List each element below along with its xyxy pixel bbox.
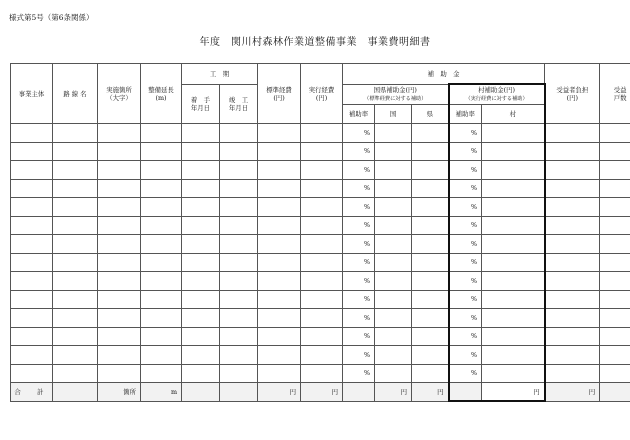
cell-village[interactable] bbox=[482, 272, 545, 291]
cell-start[interactable] bbox=[182, 235, 220, 254]
cell-route-name[interactable] bbox=[53, 309, 98, 328]
cell-national[interactable] bbox=[375, 327, 412, 346]
cell-actual-cost[interactable] bbox=[301, 179, 343, 198]
cell-start[interactable] bbox=[182, 179, 220, 198]
cell-rate-village[interactable]: % bbox=[449, 142, 482, 161]
cell-actual-cost[interactable] bbox=[301, 272, 343, 291]
table-row bbox=[11, 290, 630, 309]
cell-standard-cost[interactable] bbox=[258, 161, 301, 180]
header-route-name: 路 線 名 bbox=[53, 64, 98, 124]
cell-extension[interactable] bbox=[141, 124, 182, 143]
cell-national[interactable] bbox=[375, 179, 412, 198]
cell-rate-village[interactable]: % bbox=[449, 290, 482, 309]
completion-ymd-label: 年月日 bbox=[228, 103, 249, 112]
cell-beneficiary-households[interactable] bbox=[600, 142, 630, 161]
cell-completion[interactable] bbox=[220, 216, 258, 235]
cell-completion[interactable] bbox=[220, 161, 258, 180]
totals-rate-national-pref bbox=[343, 383, 375, 402]
cell-village[interactable] bbox=[482, 142, 545, 161]
expense-detail-table bbox=[10, 63, 630, 402]
header-beneficiary-households bbox=[600, 64, 630, 124]
cell-national[interactable] bbox=[375, 290, 412, 309]
cell-route-name[interactable] bbox=[53, 235, 98, 254]
cell-prefecture[interactable] bbox=[412, 346, 449, 365]
cell-actual-cost[interactable] bbox=[301, 198, 343, 217]
cell-business-entity[interactable] bbox=[11, 309, 53, 328]
cell-national[interactable] bbox=[375, 124, 412, 143]
cell-start[interactable] bbox=[182, 272, 220, 291]
cell-beneficiary-burden[interactable] bbox=[545, 235, 600, 254]
cell-rate-national-pref[interactable]: % bbox=[343, 179, 375, 198]
cell-actual-cost[interactable] bbox=[301, 253, 343, 272]
totals-actual-cost[interactable]: 円 bbox=[301, 383, 343, 402]
cell-beneficiary-burden[interactable] bbox=[545, 124, 600, 143]
cell-national[interactable] bbox=[375, 161, 412, 180]
village-note: （実行経費に対する補助） bbox=[465, 96, 528, 103]
cell-extension[interactable] bbox=[141, 290, 182, 309]
totals-route-name bbox=[53, 383, 98, 402]
cell-start[interactable] bbox=[182, 198, 220, 217]
cell-business-entity[interactable] bbox=[11, 290, 53, 309]
completion-label: 竣 工 bbox=[228, 95, 249, 104]
cell-beneficiary-burden[interactable] bbox=[545, 364, 600, 383]
cell-prefecture[interactable] bbox=[412, 161, 449, 180]
cell-rate-village[interactable]: % bbox=[449, 198, 482, 217]
cell-start[interactable] bbox=[182, 290, 220, 309]
cell-rate-village[interactable]: % bbox=[449, 161, 482, 180]
table-row bbox=[11, 216, 630, 235]
cell-route-name[interactable] bbox=[53, 253, 98, 272]
totals-completion bbox=[220, 383, 258, 402]
cell-beneficiary-burden[interactable] bbox=[545, 216, 600, 235]
cell-rate-village[interactable]: % bbox=[449, 235, 482, 254]
cell-route-name[interactable] bbox=[53, 161, 98, 180]
households-label: 戸数 bbox=[613, 93, 627, 102]
cell-beneficiary-households[interactable] bbox=[600, 272, 630, 291]
cell-actual-cost[interactable] bbox=[301, 290, 343, 309]
cell-beneficiary-households[interactable] bbox=[600, 235, 630, 254]
cell-completion[interactable] bbox=[220, 346, 258, 365]
cell-prefecture[interactable] bbox=[412, 198, 449, 217]
header-village-subsidy bbox=[449, 84, 545, 105]
cell-national[interactable] bbox=[375, 346, 412, 365]
totals-places[interactable]: 箇所 bbox=[98, 383, 141, 402]
cell-standard-cost[interactable] bbox=[258, 124, 301, 143]
table-row bbox=[11, 179, 630, 198]
cell-prefecture[interactable] bbox=[412, 235, 449, 254]
cell-village[interactable] bbox=[482, 290, 545, 309]
cell-completion[interactable] bbox=[220, 272, 258, 291]
totals-label: 合 計 bbox=[11, 383, 53, 402]
header-construction-period: 工 期 bbox=[182, 64, 258, 85]
cell-completion[interactable] bbox=[220, 124, 258, 143]
cell-business-entity[interactable] bbox=[11, 327, 53, 346]
cell-prefecture[interactable] bbox=[412, 253, 449, 272]
cell-completion[interactable] bbox=[220, 142, 258, 161]
form-number-label: 様式第5号（第6条関係） bbox=[9, 13, 94, 22]
cell-rate-village[interactable]: % bbox=[449, 309, 482, 328]
cell-prefecture[interactable] bbox=[412, 364, 449, 383]
cell-rate-village[interactable]: % bbox=[449, 253, 482, 272]
table-row bbox=[11, 309, 630, 328]
cell-beneficiary-households[interactable] bbox=[600, 216, 630, 235]
header-subsidy: 補 助 金 bbox=[343, 64, 545, 85]
cell-standard-cost[interactable] bbox=[258, 142, 301, 161]
cell-extension[interactable] bbox=[141, 235, 182, 254]
cell-location[interactable] bbox=[98, 235, 141, 254]
cell-village[interactable] bbox=[482, 346, 545, 365]
totals-start bbox=[182, 383, 220, 402]
cell-beneficiary-burden[interactable] bbox=[545, 253, 600, 272]
cell-beneficiary-households[interactable] bbox=[600, 124, 630, 143]
cell-completion[interactable] bbox=[220, 198, 258, 217]
header-beneficiary-burden bbox=[545, 64, 600, 124]
cell-rate-national-pref[interactable]: % bbox=[343, 161, 375, 180]
totals-standard-cost[interactable]: 円 bbox=[258, 383, 301, 402]
totals-meters[interactable]: m bbox=[141, 383, 182, 402]
totals-rate-village bbox=[449, 383, 482, 402]
cell-prefecture[interactable] bbox=[412, 142, 449, 161]
cell-location[interactable] bbox=[98, 272, 141, 291]
cell-extension[interactable] bbox=[141, 142, 182, 161]
cell-beneficiary-households[interactable] bbox=[600, 309, 630, 328]
cell-standard-cost[interactable] bbox=[258, 179, 301, 198]
cell-national[interactable] bbox=[375, 272, 412, 291]
cell-beneficiary-households[interactable] bbox=[600, 290, 630, 309]
cell-location[interactable] bbox=[98, 346, 141, 365]
cell-actual-cost[interactable] bbox=[301, 309, 343, 328]
cell-standard-cost[interactable] bbox=[258, 309, 301, 328]
table-row bbox=[11, 346, 630, 365]
header-extension bbox=[141, 64, 182, 124]
cell-national[interactable] bbox=[375, 253, 412, 272]
totals-row bbox=[11, 383, 630, 402]
cell-beneficiary-households[interactable] bbox=[600, 327, 630, 346]
cell-business-entity[interactable] bbox=[11, 235, 53, 254]
cell-completion[interactable] bbox=[220, 327, 258, 346]
table-row bbox=[11, 364, 630, 383]
cell-business-entity[interactable] bbox=[11, 142, 53, 161]
cell-business-entity[interactable] bbox=[11, 272, 53, 291]
standard-cost-label: 標準経費 bbox=[266, 85, 292, 94]
start-label: 着 手 bbox=[190, 95, 211, 104]
cell-national[interactable] bbox=[375, 142, 412, 161]
cell-rate-national-pref[interactable]: % bbox=[343, 142, 375, 161]
cell-prefecture[interactable] bbox=[412, 124, 449, 143]
cell-extension[interactable] bbox=[141, 179, 182, 198]
cell-route-name[interactable] bbox=[53, 179, 98, 198]
cell-route-name[interactable] bbox=[53, 142, 98, 161]
cell-start[interactable] bbox=[182, 346, 220, 365]
cell-rate-village[interactable]: % bbox=[449, 272, 482, 291]
national-pref-subsidy-label: 国県補助金(円) bbox=[373, 86, 417, 94]
cell-national[interactable] bbox=[375, 198, 412, 217]
cell-business-entity[interactable] bbox=[11, 124, 53, 143]
header-business-entity: 事業主体 bbox=[11, 64, 53, 124]
table-row bbox=[11, 142, 630, 161]
cell-village[interactable] bbox=[482, 179, 545, 198]
cell-national[interactable] bbox=[375, 216, 412, 235]
cell-village[interactable] bbox=[482, 235, 545, 254]
cell-location[interactable] bbox=[98, 309, 141, 328]
totals-beneficiary-burden[interactable]: 円 bbox=[545, 383, 600, 402]
cell-route-name[interactable] bbox=[53, 346, 98, 365]
cell-extension[interactable] bbox=[141, 216, 182, 235]
actual-cost-label: 実行経費 bbox=[308, 85, 335, 94]
header-actual-cost bbox=[301, 64, 343, 124]
cell-location[interactable] bbox=[98, 327, 141, 346]
cell-location[interactable] bbox=[98, 253, 141, 272]
cell-prefecture[interactable] bbox=[412, 290, 449, 309]
table-row bbox=[11, 327, 630, 346]
cell-rate-national-pref[interactable]: % bbox=[343, 364, 375, 383]
cell-extension[interactable] bbox=[141, 309, 182, 328]
table-row bbox=[11, 124, 630, 143]
cell-village[interactable] bbox=[482, 216, 545, 235]
village-subsidy-label: 村補助金(円) bbox=[478, 86, 516, 95]
cell-location[interactable] bbox=[98, 290, 141, 309]
cell-completion[interactable] bbox=[220, 253, 258, 272]
national-pref-note: （標準経費に対する補助） bbox=[364, 96, 427, 102]
cell-location[interactable] bbox=[98, 179, 141, 198]
cell-standard-cost[interactable] bbox=[258, 235, 301, 254]
cell-extension[interactable] bbox=[141, 364, 182, 383]
header-location bbox=[98, 64, 141, 124]
cell-village[interactable] bbox=[482, 253, 545, 272]
cell-rate-national-pref[interactable]: % bbox=[343, 346, 375, 365]
cell-extension[interactable] bbox=[141, 198, 182, 217]
actual-cost-unit: (円) bbox=[315, 93, 328, 102]
cell-standard-cost[interactable] bbox=[258, 198, 301, 217]
start-ymd-label: 年月日 bbox=[190, 103, 211, 112]
cell-completion[interactable] bbox=[220, 364, 258, 383]
cell-village[interactable] bbox=[482, 309, 545, 328]
cell-standard-cost[interactable] bbox=[258, 216, 301, 235]
cell-rate-national-pref[interactable]: % bbox=[343, 327, 375, 346]
cell-location[interactable] bbox=[98, 198, 141, 217]
header-subsidy-rate-national-pref: 補助率 bbox=[343, 105, 375, 124]
cell-route-name[interactable] bbox=[53, 364, 98, 383]
cell-rate-village[interactable]: % bbox=[449, 364, 482, 383]
totals-prefecture[interactable]: 円 bbox=[412, 383, 449, 402]
cell-start[interactable] bbox=[182, 309, 220, 328]
header-national-pref-subsidy bbox=[343, 84, 449, 105]
cell-route-name[interactable] bbox=[53, 290, 98, 309]
table-row bbox=[11, 235, 630, 254]
cell-rate-village[interactable]: % bbox=[449, 216, 482, 235]
cell-completion[interactable] bbox=[220, 309, 258, 328]
location-sub-label: （大字） bbox=[106, 93, 132, 102]
table-row bbox=[11, 272, 630, 291]
cell-rate-national-pref[interactable]: % bbox=[343, 124, 375, 143]
cell-rate-national-pref[interactable]: % bbox=[343, 290, 375, 309]
cell-standard-cost[interactable] bbox=[258, 290, 301, 309]
cell-business-entity[interactable] bbox=[11, 216, 53, 235]
header-start bbox=[182, 84, 220, 124]
cell-beneficiary-burden[interactable] bbox=[545, 346, 600, 365]
cell-village[interactable] bbox=[482, 198, 545, 217]
cell-business-entity[interactable] bbox=[11, 179, 53, 198]
cell-route-name[interactable] bbox=[53, 327, 98, 346]
cell-extension[interactable] bbox=[141, 161, 182, 180]
cell-rate-village[interactable]: % bbox=[449, 124, 482, 143]
cell-actual-cost[interactable] bbox=[301, 124, 343, 143]
cell-start[interactable] bbox=[182, 364, 220, 383]
cell-location[interactable] bbox=[98, 124, 141, 143]
cell-standard-cost[interactable] bbox=[258, 346, 301, 365]
cell-beneficiary-burden[interactable] bbox=[545, 309, 600, 328]
cell-start[interactable] bbox=[182, 161, 220, 180]
cell-village[interactable] bbox=[482, 124, 545, 143]
cell-business-entity[interactable] bbox=[11, 364, 53, 383]
cell-start[interactable] bbox=[182, 253, 220, 272]
cell-rate-national-pref[interactable]: % bbox=[343, 253, 375, 272]
cell-extension[interactable] bbox=[141, 253, 182, 272]
cell-beneficiary-burden[interactable] bbox=[545, 290, 600, 309]
cell-actual-cost[interactable] bbox=[301, 364, 343, 383]
cell-rate-national-pref[interactable]: % bbox=[343, 216, 375, 235]
cell-completion[interactable] bbox=[220, 290, 258, 309]
beneficiary-burden-unit: (円) bbox=[566, 93, 579, 102]
cell-business-entity[interactable] bbox=[11, 198, 53, 217]
cell-beneficiary-households[interactable] bbox=[600, 161, 630, 180]
cell-completion[interactable] bbox=[220, 235, 258, 254]
cell-rate-village[interactable]: % bbox=[449, 179, 482, 198]
cell-start[interactable] bbox=[182, 327, 220, 346]
cell-village[interactable] bbox=[482, 161, 545, 180]
cell-rate-national-pref[interactable]: % bbox=[343, 309, 375, 328]
cell-standard-cost[interactable] bbox=[258, 364, 301, 383]
cell-prefecture[interactable] bbox=[412, 272, 449, 291]
cell-actual-cost[interactable] bbox=[301, 161, 343, 180]
extension-unit: (m) bbox=[155, 93, 167, 102]
header-prefecture: 県 bbox=[412, 105, 449, 124]
cell-rate-national-pref[interactable]: % bbox=[343, 272, 375, 291]
cell-business-entity[interactable] bbox=[11, 346, 53, 365]
cell-beneficiary-households[interactable] bbox=[600, 346, 630, 365]
cell-start[interactable] bbox=[182, 216, 220, 235]
cell-business-entity[interactable] bbox=[11, 253, 53, 272]
cell-beneficiary-burden[interactable] bbox=[545, 327, 600, 346]
cell-actual-cost[interactable] bbox=[301, 346, 343, 365]
cell-rate-national-pref[interactable]: % bbox=[343, 198, 375, 217]
cell-beneficiary-households[interactable] bbox=[600, 198, 630, 217]
cell-standard-cost[interactable] bbox=[258, 327, 301, 346]
cell-beneficiary-households[interactable] bbox=[600, 364, 630, 383]
cell-route-name[interactable] bbox=[53, 124, 98, 143]
cell-location[interactable] bbox=[98, 142, 141, 161]
cell-beneficiary-burden[interactable] bbox=[545, 161, 600, 180]
data-rows bbox=[11, 124, 630, 383]
totals-national[interactable]: 円 bbox=[375, 383, 412, 402]
table-row bbox=[11, 198, 630, 217]
cell-extension[interactable] bbox=[141, 327, 182, 346]
extension-label: 整備延長 bbox=[148, 85, 174, 94]
cell-extension[interactable] bbox=[141, 346, 182, 365]
cell-national[interactable] bbox=[375, 364, 412, 383]
cell-route-name[interactable] bbox=[53, 272, 98, 291]
cell-completion[interactable] bbox=[220, 179, 258, 198]
cell-actual-cost[interactable] bbox=[301, 235, 343, 254]
beneficiary-burden-label: 受益者負担 bbox=[556, 85, 589, 94]
cell-standard-cost[interactable] bbox=[258, 272, 301, 291]
cell-standard-cost[interactable] bbox=[258, 253, 301, 272]
document-title: 年度 関川村森林作業道整備事業 事業費明細書 bbox=[199, 37, 431, 48]
cell-business-entity[interactable] bbox=[11, 161, 53, 180]
cell-prefecture[interactable] bbox=[412, 327, 449, 346]
totals-village[interactable]: 円 bbox=[482, 383, 545, 402]
cell-start[interactable] bbox=[182, 124, 220, 143]
cell-beneficiary-burden[interactable] bbox=[545, 198, 600, 217]
cell-rate-national-pref[interactable]: % bbox=[343, 235, 375, 254]
cell-prefecture[interactable] bbox=[412, 179, 449, 198]
header-national: 国 bbox=[375, 105, 412, 124]
table-row bbox=[11, 253, 630, 272]
standard-cost-unit: (円) bbox=[273, 93, 285, 102]
cell-start[interactable] bbox=[182, 142, 220, 161]
header-completion bbox=[220, 84, 258, 124]
cell-rate-village[interactable]: % bbox=[449, 327, 482, 346]
cell-actual-cost[interactable] bbox=[301, 216, 343, 235]
cell-rate-village[interactable]: % bbox=[449, 346, 482, 365]
cell-prefecture[interactable] bbox=[412, 309, 449, 328]
cell-national[interactable] bbox=[375, 309, 412, 328]
cell-actual-cost[interactable] bbox=[301, 142, 343, 161]
header-subsidy-rate-village: 補助率 bbox=[449, 105, 482, 124]
table-row bbox=[11, 161, 630, 180]
cell-beneficiary-burden[interactable] bbox=[545, 272, 600, 291]
cell-prefecture[interactable] bbox=[412, 216, 449, 235]
cell-extension[interactable] bbox=[141, 272, 182, 291]
cell-beneficiary-burden[interactable] bbox=[545, 179, 600, 198]
beneficiary-label: 受益 bbox=[613, 85, 627, 94]
totals-beneficiary-households[interactable] bbox=[600, 383, 630, 402]
cell-village[interactable] bbox=[482, 327, 545, 346]
cell-route-name[interactable] bbox=[53, 198, 98, 217]
location-label: 実施箇所 bbox=[106, 85, 132, 94]
header-standard-cost bbox=[258, 64, 301, 124]
cell-beneficiary-burden[interactable] bbox=[545, 142, 600, 161]
cell-beneficiary-households[interactable] bbox=[600, 179, 630, 198]
cell-location[interactable] bbox=[98, 161, 141, 180]
cell-national[interactable] bbox=[375, 235, 412, 254]
cell-route-name[interactable] bbox=[53, 216, 98, 235]
cell-village[interactable] bbox=[482, 364, 545, 383]
cell-beneficiary-households[interactable] bbox=[600, 253, 630, 272]
cell-actual-cost[interactable] bbox=[301, 327, 343, 346]
cell-location[interactable] bbox=[98, 216, 141, 235]
cell-location[interactable] bbox=[98, 364, 141, 383]
header-village: 村 bbox=[482, 105, 545, 124]
